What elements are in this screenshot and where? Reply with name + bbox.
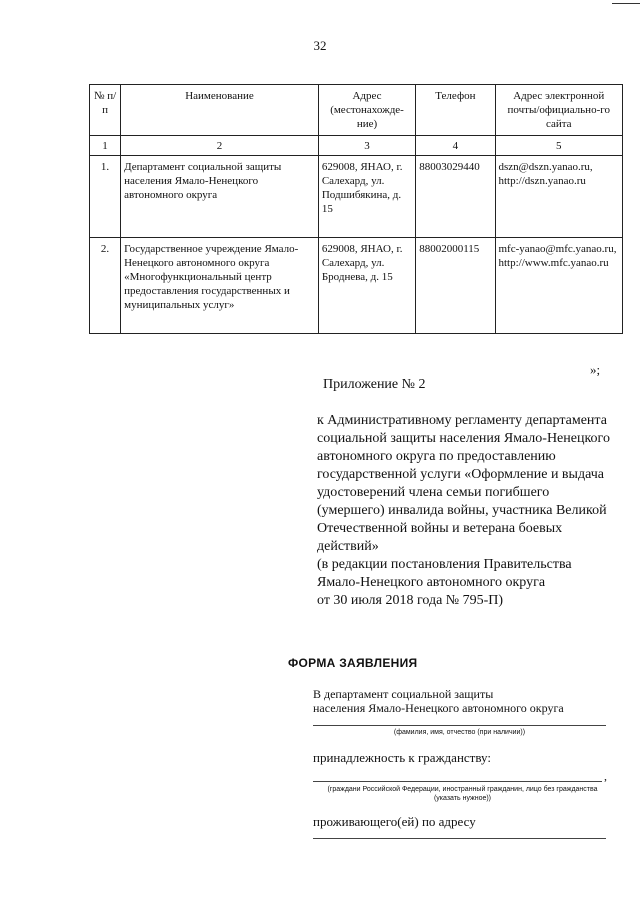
fio-hint: (фамилия, имя, отчество (при наличии)) (393, 729, 526, 736)
column-number-row (90, 136, 623, 156)
annex-body: к Административному регламенту департамента социальной защиты населения Ямало-Ненецкого автономного округа по предоставлению государственной услуги «Оформление и выдача удостоверений члена семьи погибшего (умершего) инвалида войны, участника Великой Отечественной войны и ветерана боевых действий» (317, 413, 610, 554)
residence-field-line[interactable] (313, 838, 606, 839)
addressee (313, 687, 564, 715)
institutions-table (89, 84, 623, 334)
column-number: 4 (416, 136, 495, 156)
table-header-row (90, 85, 623, 136)
corner-mark (612, 0, 640, 4)
row-name: Департамент социальной защиты населения Ямало-Ненецкого автономного округа (121, 156, 319, 238)
annex-amendment-line: (в редакции постановления Правительства (317, 557, 572, 572)
page-number: 32 (313, 38, 327, 53)
citizenship-comma: , (604, 769, 607, 783)
row-web: mfc-yanao@mfc.yanao.ru, http://www.mfc.yanao.ru (495, 238, 623, 334)
header-address: Адрес (местонахожде-ние) (318, 85, 415, 136)
header-name: Наименование (121, 85, 319, 136)
annex-title: Приложение № 2 (323, 377, 426, 392)
row-name: Государственное учреждение Ямало-Ненецкого автономного округа «Многофункциональный центр предоставления государственных и муниципальных услуг» (121, 238, 319, 334)
row-address: 629008, ЯНАО, г. Салехард, ул. Броднева, д. 15 (318, 238, 415, 334)
row-web: dszn@dszn.yanao.ru, http://dszn.yanao.ru (495, 156, 623, 238)
citizenship-label: принадлежность к гражданству: (313, 750, 491, 765)
row-address: 629008, ЯНАО, г. Салехард, ул. Подшибякина, д. 15 (318, 156, 415, 238)
row-num: 1. (90, 156, 121, 238)
fio-field-line[interactable] (313, 725, 606, 726)
citizenship-hint: (граждани Российской Федерации, иностранный гражданин, лицо без гражданства (указать нужное)) (327, 786, 598, 802)
annex-amendment-line: Ямало-Ненецкого автономного округа (317, 575, 546, 590)
table-row (90, 238, 623, 334)
column-number: 1 (90, 136, 121, 156)
row-phone: 88002000115 (416, 238, 495, 334)
header-web: Адрес электронной почты/официально-го сайта (495, 85, 623, 136)
header-phone: Телефон (416, 85, 495, 136)
quote-end: »; (590, 362, 601, 377)
column-number: 5 (495, 136, 623, 156)
column-number: 3 (318, 136, 415, 156)
addressee-line: В департамент социальной защиты (313, 687, 494, 701)
header-num: № п/п (90, 85, 121, 136)
annex-amendment-line: от 30 июля 2018 года № 795-П) (317, 593, 504, 608)
form-title: ФОРМА ЗАЯВЛЕНИЯ (288, 656, 418, 670)
annex-text (317, 412, 617, 610)
row-num: 2. (90, 238, 121, 334)
column-number: 2 (121, 136, 319, 156)
citizenship-field-line[interactable] (313, 781, 602, 782)
addressee-line: населения Ямало-Ненецкого автономного округа (313, 701, 564, 715)
row-phone: 88003029440 (416, 156, 495, 238)
table-row (90, 156, 623, 238)
residence-label: проживающего(ей) по адресу (313, 814, 476, 829)
